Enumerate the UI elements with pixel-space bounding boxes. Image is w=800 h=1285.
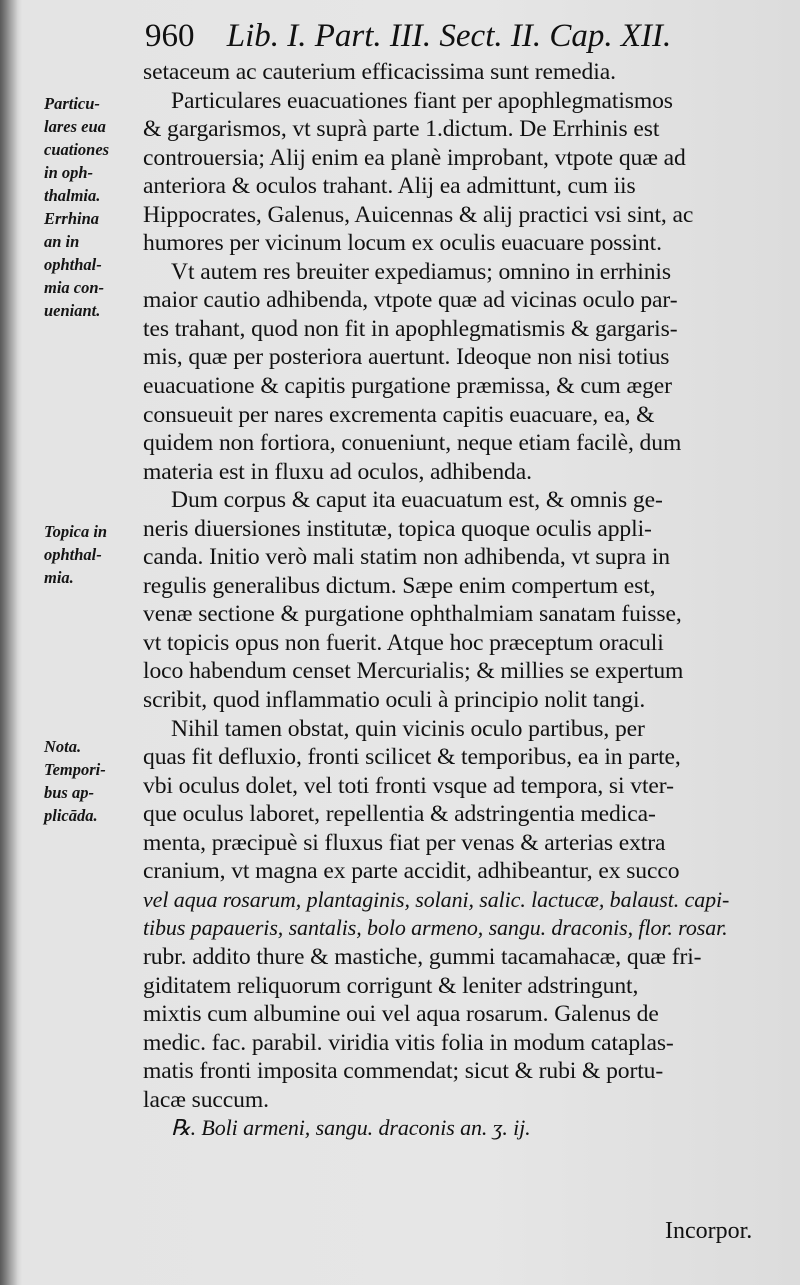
main-text [143, 58, 773, 1143]
margin-note-line: Topica in [44, 522, 108, 541]
text-line: medic. fac. parabil. viridia vitis folia in modum cataplas- [143, 1029, 674, 1056]
recipe-line: ℞. Boli armeni, sangu. draconis an. ʒ. ij. [171, 1115, 531, 1141]
text-line: vbi oculus dolet, vel toti fronti vsque ad tempora, si vter- [143, 772, 674, 799]
margin-note-line: ophthal- [44, 255, 102, 274]
margin-note-line: mia. [44, 568, 74, 587]
margin-note-line: bus ap- [44, 783, 94, 802]
margin-note-nota [44, 735, 144, 827]
text-line: que oculus laboret, repellentia & adstringentia medica- [143, 801, 656, 828]
text-line: neris diuersiones institutæ, topica quoque oculis appli- [143, 515, 652, 542]
text-line: quidem non fortiora, conueniunt, neque etiam facilè, dum [143, 430, 682, 457]
gutter-shadow [0, 0, 18, 1285]
page-number: 960 [145, 18, 195, 54]
margin-note-topica [44, 520, 144, 589]
text-line: & gargarismos, vt suprà parte 1.dictum. De Errhinis est [143, 116, 660, 143]
text-line: consueuit per nares excrementa capitis euacuare, ea, & [143, 401, 655, 428]
text-line: humores per vicinum locum ex oculis euacuare possint. [143, 230, 662, 257]
margin-note-line: Nota. [44, 737, 82, 756]
text-line: giditatem reliquorum corrigunt & leniter adstringunt, [143, 972, 639, 999]
margin-note-line: plicāda. [44, 806, 98, 825]
margin-note-line: cuationes [44, 140, 110, 159]
text-line: loco habendum censet Mercurialis; & millies se expertum [143, 658, 684, 685]
text-line: tibus papaueris, santalis, bolo armeno, sangu. draconis, flor. rosar. [143, 915, 728, 941]
margin-note-line: lares eua [44, 117, 106, 136]
text-line: vel aqua rosarum, plantaginis, solani, salic. lactucæ, balaust. capi- [143, 886, 730, 912]
margin-note-line: in oph- [44, 163, 94, 182]
text-line: Dum corpus & caput ita euacuatum est, & omnis ge- [171, 487, 663, 514]
text-line: regulis generalibus dictum. Sæpe enim compertum est, [143, 572, 656, 599]
margin-note-line: an in [44, 232, 80, 251]
text-line: lacæ succum. [143, 1086, 269, 1113]
text-line: setaceum ac cauterium efficacissima sunt remedia. [143, 59, 616, 85]
text-line: maior cautio adhibenda, vtpote quæ ad vicinas oculo par- [143, 287, 678, 314]
text-line: scribit, quod inflammatio oculi à principio nolit tangi. [143, 687, 646, 714]
margin-note-particulares [44, 92, 144, 322]
text-line: euacuatione & capitis purgatione præmissa, & cum æger [143, 373, 672, 400]
text-line: matis fronti imposita commendat; sicut & rubi & portu- [143, 1058, 664, 1085]
text-line: menta, præcipuè si fluxus fiat per venas & arterias extra [143, 829, 666, 856]
text-line: materia est in fluxu ad oculos, adhibenda. [143, 458, 532, 485]
text-line: rubr. addito thure & mastiche, gummi tacamahacæ, quæ fri- [143, 943, 702, 970]
margin-note-line: mia con- [44, 278, 105, 297]
text-line: cranium, vt magna ex parte accidit, adhibeantur, ex succo [143, 858, 680, 885]
margin-note-line: ueniant. [44, 301, 101, 320]
text-line: Particulares euacuationes fiant per apophlegmatismos [171, 87, 673, 114]
text-line: Hippocrates, Galenus, Auicennas & alij practici vsi sint, ac [143, 201, 694, 228]
text-line: mixtis cum albumine oui vel aqua rosarum. Galenus de [143, 1001, 659, 1028]
margin-note-line: thalmia. [44, 186, 101, 205]
text-line: tes trahant, quod non fit in apophlegmatismis & gargaris- [143, 315, 678, 342]
margin-note-line: Particu- [44, 94, 100, 113]
text-line: Vt autem res breuiter expediamus; omnino in errhinis [171, 258, 671, 285]
text-line: Nihil tamen obstat, quin vicinis oculo partibus, per [171, 715, 645, 742]
text-line: canda. Initio verò mali statim non adhibenda, vt supra in [143, 544, 670, 571]
text-line: mis, quæ per posteriora auertunt. Ideoque non nisi totius [143, 344, 670, 371]
text-line: controuersia; Alij enim ea planè improbant, vtpote quæ ad [143, 144, 686, 171]
margin-note-line: ophthal- [44, 545, 102, 564]
text-line: venæ sectione & purgatione ophthalmiam sanatam fuisse, [143, 601, 682, 628]
text-line: quas fit defluxio, fronti scilicet & temporibus, ea in parte, [143, 744, 681, 771]
margin-note-line: Tempori- [44, 760, 106, 779]
catchword: Incorpor. [665, 1218, 753, 1244]
margin-note-line: Errhina [44, 209, 100, 228]
running-title: Lib. I. Part. III. Sect. II. Cap. XII. [226, 18, 672, 54]
text-line: vt topicis opus non fuerit. Atque hoc præceptum oraculi [143, 629, 664, 656]
text-line: anteriora & oculos trahant. Alij ea admittunt, cum iis [143, 173, 636, 200]
